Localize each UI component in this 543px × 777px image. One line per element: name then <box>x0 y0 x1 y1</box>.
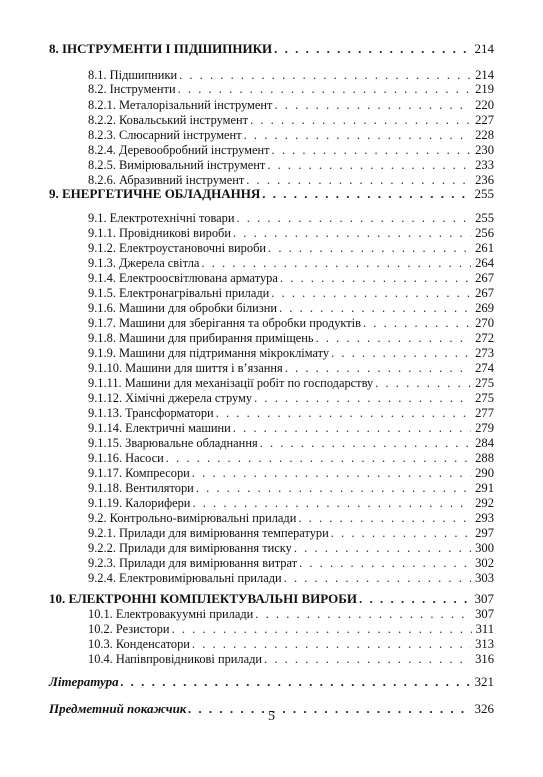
toc-entry <box>88 420 494 436</box>
toc-entry-title: 9.1.14. Електричні машини <box>88 421 231 435</box>
toc-entry-page: 269 <box>475 301 494 315</box>
toc-entry-title: 9.1.13. Трансформатори <box>88 406 214 420</box>
toc-entry-page: 313 <box>475 637 494 651</box>
toc-entry <box>88 495 494 511</box>
dot-leader <box>331 345 471 361</box>
toc-entry-page: 307 <box>475 607 494 621</box>
toc-entry-title: 9.2.3. Прилади для вимірювання витрат <box>88 556 298 570</box>
toc-section-entry <box>49 40 494 58</box>
toc-entry-title: 9.1.2. Електроустановочні вироби <box>88 241 267 255</box>
toc-entry-title: 9.2. Контрольно-вимірювальні прилади <box>88 511 297 525</box>
dot-leader <box>274 97 471 113</box>
toc-entry-title: 10.2. Резистори <box>88 622 170 636</box>
toc-entry-page: 326 <box>474 701 494 716</box>
dot-leader <box>274 40 470 58</box>
toc-entry-page: 303 <box>475 571 494 585</box>
toc-entry-page: 291 <box>475 481 494 495</box>
toc-entry-title: 9.1.5. Електронагрівальні прилади <box>88 286 270 300</box>
dot-leader <box>250 112 471 128</box>
dot-leader <box>192 495 471 511</box>
dot-leader <box>254 390 471 406</box>
dot-leader <box>272 142 472 158</box>
toc-entry <box>88 330 494 346</box>
toc-entry-title: Предметний покажчик <box>49 701 187 716</box>
toc-entry-title: 9.1.17. Компресори <box>88 466 190 480</box>
toc-entry-page: 220 <box>475 98 494 112</box>
toc-entry <box>88 480 494 496</box>
toc-entry <box>88 225 494 241</box>
toc-entry-page: 288 <box>475 451 494 465</box>
toc-entry-page: 270 <box>475 316 494 330</box>
toc-entry <box>88 375 494 391</box>
toc-entry-page: 284 <box>475 436 494 450</box>
toc-entry <box>88 621 494 637</box>
toc-entry-title: 9.1.10. Машини для шиття і в’язання <box>88 361 283 375</box>
dot-leader <box>271 285 471 301</box>
toc-entry-title: 9.1.12. Хімічні джерела струму <box>88 391 253 405</box>
toc-entry-page: 300 <box>475 541 494 555</box>
dot-leader <box>178 81 472 97</box>
toc-entry-title: Література <box>49 674 119 689</box>
dot-leader <box>233 225 471 241</box>
toc-entry-page: 275 <box>475 376 494 390</box>
toc-entry <box>88 345 494 361</box>
toc-entry-title: 9.2.2. Прилади для вимірювання тиску <box>88 541 292 555</box>
toc-entry-title: 9.1.19. Калорифери <box>88 496 191 510</box>
toc-entry-title: 8.2.5. Вимірювальний інструмент <box>88 158 266 172</box>
toc-entry-page: 228 <box>475 128 494 142</box>
toc-entry-title: 9.1.8. Машини для прибирання приміщень <box>88 331 314 345</box>
toc-entry-title: 9.1.4. Електроосвітлювана арматура <box>88 271 278 285</box>
dot-leader <box>299 555 471 571</box>
toc-entry-title: 9.1.15. Зварювальне обладнання <box>88 436 258 450</box>
toc-entry-title: 9.1.9. Машини для підтримання мікроклімату <box>88 346 330 360</box>
toc-entry <box>88 81 494 97</box>
dot-leader <box>294 540 471 556</box>
toc-entry-title: 8.2.4. Деревообробний інструмент <box>88 143 270 157</box>
toc-entry-page: 233 <box>475 158 494 172</box>
toc-entry-page: 277 <box>475 406 494 420</box>
toc-entry <box>88 540 494 556</box>
dot-leader <box>331 525 471 541</box>
dot-leader <box>264 651 471 667</box>
toc-entry <box>88 142 494 158</box>
toc-entry-page: 311 <box>475 622 494 636</box>
toc-entry-page: 297 <box>475 526 494 540</box>
dot-leader <box>262 185 470 203</box>
dot-leader <box>201 255 471 271</box>
toc-entry-title: 10. ЕЛЕКТРОННІ КОМПЛЕКТУВАЛЬНІ ВИРОБИ <box>49 591 357 606</box>
toc-entry-page: 290 <box>475 466 494 480</box>
toc-entry-page: 264 <box>475 256 494 270</box>
toc-entry-page: 279 <box>475 421 494 435</box>
toc-entry-title: 9.1.18. Вентилятори <box>88 481 194 495</box>
toc-entry-page: 274 <box>475 361 494 375</box>
toc-entry-page: 230 <box>475 143 494 157</box>
toc-entry <box>88 525 494 541</box>
toc-entry-page: 255 <box>475 211 494 225</box>
toc-entry-page: 261 <box>475 241 494 255</box>
toc-entry <box>88 555 494 571</box>
toc-entry <box>88 636 494 652</box>
dot-leader <box>260 435 471 451</box>
toc-entry <box>88 255 494 271</box>
toc-entry <box>88 315 494 331</box>
dot-leader <box>196 480 471 496</box>
toc-entry-title: 9. ЕНЕРГЕТИЧНЕ ОБЛАДНАННЯ <box>49 186 261 201</box>
dot-leader <box>363 315 471 331</box>
toc-entry-page: 227 <box>475 113 494 127</box>
toc-entry-title: 10.3. Конденсатори <box>88 637 190 651</box>
toc-entry <box>88 405 494 421</box>
toc-entry-page: 307 <box>474 591 494 606</box>
toc-entry-title: 8.2.2. Ковальський інструмент <box>88 113 249 127</box>
toc-entry <box>88 570 494 586</box>
toc-entry <box>88 157 494 173</box>
dot-leader <box>279 300 471 316</box>
toc-entry-title: 10.4. Напівпровідникові прилади <box>88 652 263 666</box>
toc-entry-title: 9.2.1. Прилади для вимірювання температури <box>88 526 329 540</box>
toc-entry <box>88 97 494 113</box>
dot-leader <box>192 636 471 652</box>
dot-leader <box>233 420 471 436</box>
toc-entry-page: 267 <box>475 271 494 285</box>
toc-entry <box>88 465 494 481</box>
toc-entry-title: 9.2.4. Електровимірювальні прилади <box>88 571 282 585</box>
toc-entry-page: 273 <box>475 346 494 360</box>
dot-leader <box>268 240 471 256</box>
toc-entry <box>88 651 494 667</box>
toc-entry-title: 9.1.3. Джерела світла <box>88 256 200 270</box>
toc-entry-title: 8.2.6. Абразивний інструмент <box>88 173 245 187</box>
dot-leader <box>236 210 471 226</box>
toc-entry-title: 9.1. Електротехнічні товари <box>88 211 235 225</box>
dot-leader <box>121 673 471 691</box>
toc-entry-title: 9.1.16. Насоси <box>88 451 164 465</box>
dot-leader <box>192 465 471 481</box>
toc-entry-title: 8.2. Інструменти <box>88 82 176 96</box>
toc-entry-page: 214 <box>474 41 494 56</box>
toc-entry-title: 9.1.1. Провідникові вироби <box>88 226 231 240</box>
toc-entry <box>88 112 494 128</box>
toc-entry-page: 292 <box>475 496 494 510</box>
toc-entry-page: 275 <box>475 391 494 405</box>
toc-entry-page: 214 <box>475 68 494 82</box>
toc-entry <box>88 300 494 316</box>
toc-entry-page: 321 <box>474 674 494 689</box>
dot-leader <box>166 450 471 466</box>
dot-leader <box>285 360 471 376</box>
dot-leader <box>255 606 471 622</box>
toc-entry <box>88 240 494 256</box>
dot-leader <box>280 270 471 286</box>
toc-entry-title: 10.1. Електровакуумні прилади <box>88 607 254 621</box>
toc-entry-page: 219 <box>475 82 494 96</box>
dot-leader <box>298 510 471 526</box>
toc-entry-page: 272 <box>475 331 494 345</box>
toc-entry-page: 267 <box>475 286 494 300</box>
dot-leader <box>284 570 471 586</box>
dot-leader <box>244 127 472 143</box>
toc-entry-title: 8.2.3. Слюсарний інструмент <box>88 128 242 142</box>
dot-leader <box>375 375 471 391</box>
toc-entry <box>88 127 494 143</box>
toc-entry-page: 255 <box>474 186 494 201</box>
toc-entry <box>88 285 494 301</box>
toc-section-entry <box>49 185 494 203</box>
dot-leader <box>267 157 471 173</box>
toc-entry <box>88 210 494 226</box>
toc-entry-page: 293 <box>475 511 494 525</box>
dot-leader <box>316 330 472 346</box>
toc-entry <box>88 606 494 622</box>
toc-entry <box>88 435 494 451</box>
toc-entry <box>88 450 494 466</box>
toc-entry <box>88 270 494 286</box>
toc-entry-title: 8.1. Підшипники <box>88 68 178 82</box>
toc-entry-title: 8.2.1. Металорізальний інструмент <box>88 98 273 112</box>
toc-entry <box>88 390 494 406</box>
toc-entry-title: 9.1.7. Машини для зберігання та обробки продуктів <box>88 316 361 330</box>
toc-entry-page: 256 <box>475 226 494 240</box>
toc-entry-page: 302 <box>475 556 494 570</box>
toc-entry <box>88 510 494 526</box>
page-number: 5 <box>268 709 275 724</box>
toc-entry-title: 9.1.11. Машини для механізації робіт по господарству <box>88 376 374 390</box>
toc-backmatter-entry <box>49 673 494 691</box>
toc-entry <box>88 360 494 376</box>
toc-entry-page: 236 <box>475 173 494 187</box>
toc-entry-page: 316 <box>475 652 494 666</box>
dot-leader <box>216 405 471 421</box>
toc-entry-title: 9.1.6. Машини для обробки білизни <box>88 301 277 315</box>
dot-leader <box>172 621 472 637</box>
toc-entry-title: 8. ІНСТРУМЕНТИ І ПІДШИПНИКИ <box>49 41 273 56</box>
